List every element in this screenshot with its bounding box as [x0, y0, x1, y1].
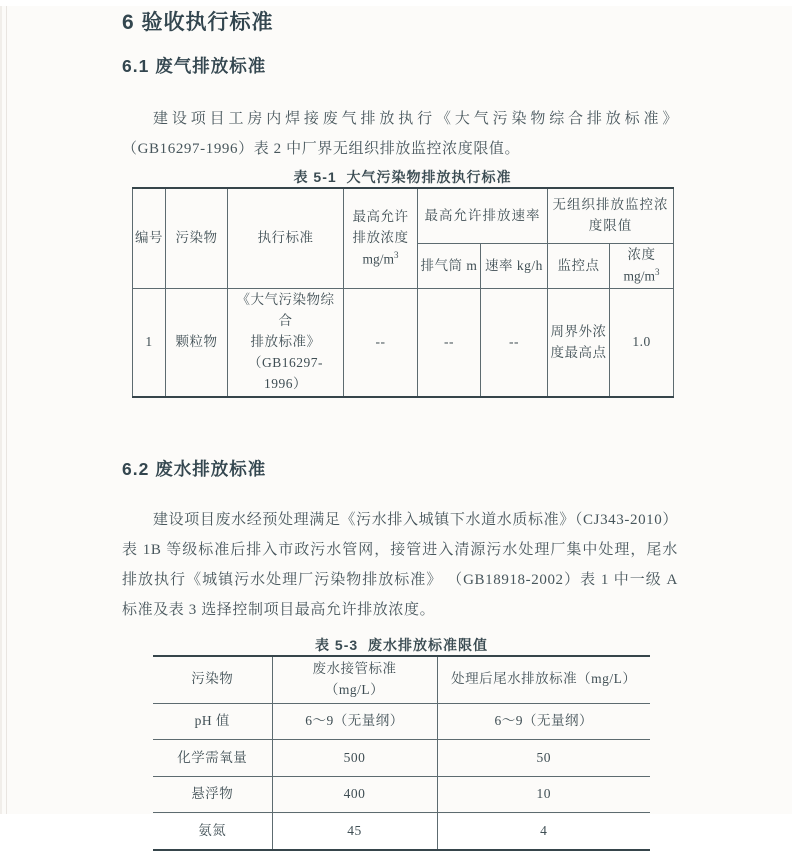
cell-inlet: 400: [272, 776, 437, 813]
cell-rate: --: [481, 289, 548, 397]
cell-outlet: 6～9（无量纲）: [437, 703, 650, 740]
paragraph-6-1: [122, 104, 678, 164]
paragraph-line: 建设项目工房内焊接废气排放执行《大气污染物综合排放标准》: [153, 111, 678, 127]
paragraph-line: 排放执行《城镇污水处理厂污染物排放标准》 （GB18918-2002）表 1 中一级 A: [122, 571, 678, 588]
cell-pollutant: 颗粒物: [166, 289, 228, 397]
scan-edge-line: [6, 6, 7, 814]
paragraph-line: 建设项目废水经预处理满足《污水排入城镇下水道水质标准》（CJ343-2010）: [153, 511, 678, 528]
unit-label: $mg/m^3$: [362, 249, 399, 267]
cell-outlet: 4: [437, 813, 650, 850]
table-row: [153, 703, 650, 740]
col-header-monitor-point: 监控点: [548, 244, 610, 289]
table-row: [133, 289, 674, 397]
table-row: [153, 813, 650, 850]
table-5-1-caption: 表 5-1 大气污染物排放执行标准: [293, 169, 512, 185]
col-header-rate: 速率 kg/h: [481, 244, 548, 289]
cell-inlet: 45: [272, 813, 437, 850]
cell-value: 1.0: [610, 289, 674, 397]
group-header-fugitive-limit: 无组织排放监控浓 度限值: [548, 188, 674, 244]
col-header-inlet-standard: 废水接管标准 （mg/L）: [272, 656, 437, 704]
section-heading-6-1: 6.1 废气排放标准: [122, 56, 267, 76]
paragraph-6-2: [122, 505, 678, 625]
cell-max-concentration: --: [344, 289, 418, 397]
cell-pollutant: 化学需氧量: [153, 740, 272, 777]
col-header-no: 编号: [133, 188, 166, 289]
table-5-3-wastewater-limits: [153, 655, 650, 851]
cell-pollutant: pH 值: [153, 703, 272, 740]
cell-inlet: 6～9（无量纲）: [272, 703, 437, 740]
cell-stack: --: [418, 289, 481, 397]
col-header-pollutant: 污染物: [166, 188, 228, 289]
document-page: [0, 6, 792, 838]
section-heading-6-2: 6.2 废水排放标准: [122, 458, 267, 479]
table-row: [153, 776, 650, 813]
paragraph-line: 标准及表 3 选择控制项目最高允许排放浓度。: [122, 601, 436, 618]
unit-label: $mg/m^3$: [623, 266, 660, 284]
cell-outlet: 50: [437, 740, 650, 777]
cell-no: 1: [133, 289, 166, 397]
col-header-pollutant: 污染物: [191, 671, 234, 687]
cell-inlet: 500: [272, 740, 437, 777]
cell-pollutant: 悬浮物: [153, 776, 272, 813]
chapter-heading: 6 验收执行标准: [122, 11, 274, 34]
cell-standard: 《大气污染物综合 排放标准》 （GB16297-1996）: [228, 289, 344, 397]
cell-outlet: 10: [437, 776, 650, 813]
cell-monitor: 周界外浓度最高点: [548, 289, 610, 397]
col-header-max-concentration: 最高允许 排放浓度 $mg/m^3$: [344, 188, 418, 289]
paragraph-line: （GB16297-1996）表 2 中厂界无组织排放监控浓度限值。: [122, 141, 521, 157]
group-header-max-rate: 最高允许排放速率: [418, 188, 548, 244]
col-header-concentration: 浓度 $mg/m^3$: [610, 244, 674, 289]
table-5-1-air-emission-standards: [132, 187, 674, 398]
scan-edge-shadow: [0, 6, 2, 814]
table-5-3-caption: 表 5-3 废水排放标准限值: [315, 636, 488, 653]
col-header-outlet-standard: 处理后尾水排放标准（mg/L）: [437, 656, 650, 704]
cell-pollutant: 氨氮: [153, 813, 272, 850]
table-row: [153, 740, 650, 777]
paragraph-line: 表 1B 等级标准后排入市政污水管网，接管进入清源污水处理厂集中处理，尾水: [122, 541, 678, 558]
col-header-stack-height: 排气筒 m: [418, 244, 481, 289]
col-header-standard: 执行标准: [228, 188, 344, 289]
